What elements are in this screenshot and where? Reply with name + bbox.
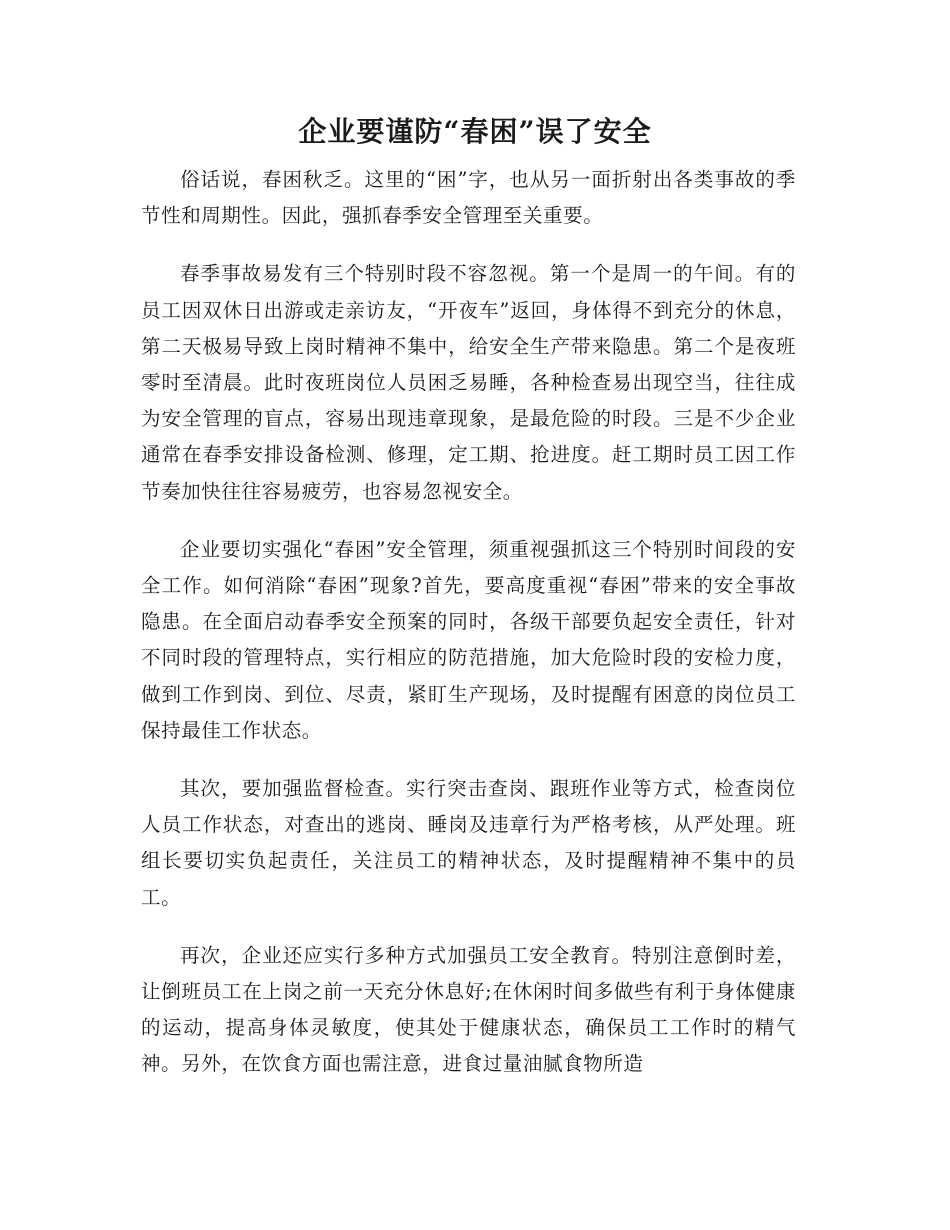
paragraph-5: 再次，企业还应实行多种方式加强员工安全教育。特别注意倒时差，让倒班员工在上岗之前一天充分休息好;在休闲时间多做些有利于身体健康的运动，提高身体灵敏度，使其处于健康状态，确保员工工作时的精气神。另外，在饮食方面也需注意，进食过量油腻食物所造: [141, 943, 796, 1076]
paragraph-3: 企业要切实强化“春困”安全管理，须重视强抓这三个特别时间段的安全工作。如何消除“春困”现象?首先，要高度重视“春困”带来的安全事故隐患。在全面启动春季安全预案的同时，各级干部要负起安全责任，针对不同时段的管理特点，实行相应的防范措施，加大危险时段的安检力度，做到工作到岗、到位、尽责，紧盯生产现场，及时提醒有困意的岗位员工保持最佳工作状态。: [141, 537, 796, 742]
paragraph-2: 春季事故易发有三个特别时段不容忽视。第一个是周一的午间。有的员工因双休日出游或走亲访友，“开夜车”返回，身体得不到充分的休息，第二天极易导致上岗时精神不集中，给安全生产带来隐患。第二个是夜班零时至清晨。此时夜班岗位人员困乏易睡，各种检查易出现空当，往往成为安全管理的盲点，容易出现违章现象，是最危险的时段。三是不少企业通常在春季安排设备检测、修理，定工期、抢进度。赶工期时员工因工作节奏加快往往容易疲劳，也容易忽视安全。: [141, 262, 796, 503]
paragraph-1: 俗话说，春困秋乏。这里的“困”字，也从另一面折射出各类事故的季节性和周期性。因此，强抓春季安全管理至关重要。: [141, 168, 796, 228]
document-title: 企业要谨防“春困”误了安全: [298, 115, 652, 148]
paragraph-4: 其次，要加强监督检查。实行突击查岗、跟班作业等方式，检查岗位人员工作状态，对查出的逃岗、睡岗及违章行为严格考核，从严处理。班组长要切实负起责任，关注员工的精神状态，及时提醒精神不集中的员工。: [141, 777, 796, 909]
document-body: [141, 162, 796, 1105]
